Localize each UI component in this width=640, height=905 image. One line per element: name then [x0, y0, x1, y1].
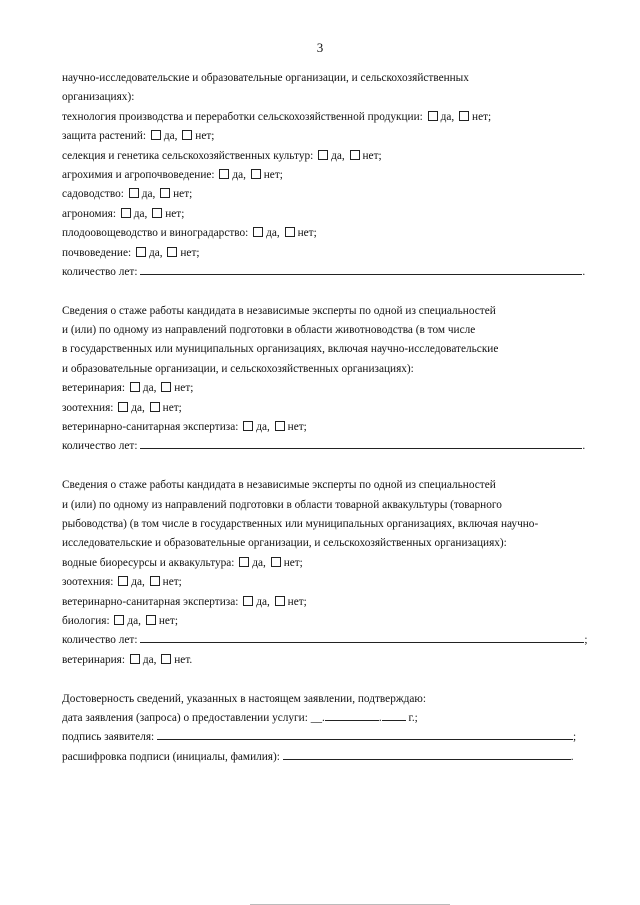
yes-checkbox[interactable] [428, 111, 438, 121]
line-end: . [570, 750, 574, 763]
date-month-line[interactable] [325, 710, 379, 721]
yes-label: да, [133, 207, 148, 220]
item-label: зоотехния: [62, 401, 114, 414]
yes-checkbox[interactable] [253, 227, 263, 237]
plant-item-tech [62, 108, 612, 127]
no-checkbox[interactable] [271, 557, 281, 567]
aqua-item-bioresources [62, 554, 612, 573]
no-label: нет; [174, 382, 194, 395]
animal-item-vetsan [62, 418, 612, 437]
item-label: садоводство: [62, 188, 124, 201]
no-label: нет; [158, 614, 178, 627]
application-date-row [62, 709, 612, 728]
yes-label: да, [256, 421, 270, 434]
item-label: селекция и генетика сельскохозяйственных культур: [62, 149, 314, 162]
line-end: ; [584, 634, 588, 647]
yes-checkbox[interactable] [136, 247, 146, 257]
yes-checkbox[interactable] [129, 188, 139, 198]
plant-item-agronomy [62, 205, 612, 224]
no-label: нет; [162, 401, 182, 414]
item-label: защита растений: [62, 130, 147, 143]
years-input-line[interactable] [140, 632, 584, 643]
yes-checkbox[interactable] [243, 596, 253, 606]
no-checkbox[interactable] [275, 596, 285, 606]
animal-item-vet [62, 379, 612, 398]
item-label: зоотехния: [62, 576, 114, 589]
aqua-intro-line-2: и (или) по одному из направлений подготовки в области товарной аквакультуры (товарного [62, 498, 502, 511]
no-label: нет; [287, 421, 307, 434]
aqua-years-row [62, 631, 612, 650]
no-checkbox[interactable] [459, 111, 469, 121]
animal-intro-line-1: Сведения о стаже работы кандидата в независимые эксперты по одной из специальностей [62, 304, 496, 317]
plant-item-protection [62, 127, 612, 146]
yes-label: да, [148, 246, 163, 259]
no-label: нет. [174, 653, 193, 666]
years-label: количество лет: [62, 634, 138, 647]
signature-decode-row [62, 748, 612, 767]
item-label: водные биоресурсы и аквакультура: [62, 556, 235, 569]
line-end: . [582, 265, 586, 278]
yes-label: да, [232, 168, 246, 181]
animal-intro-line-4: и образовательные организации, и сельскохозяйственных организациях): [62, 362, 414, 375]
yes-label: да, [142, 382, 157, 395]
yes-label: да, [141, 188, 156, 201]
no-checkbox[interactable] [161, 654, 171, 664]
plant-intro-line-2: организациях): [62, 91, 135, 104]
yes-checkbox[interactable] [130, 382, 140, 392]
signature-row [62, 728, 612, 747]
no-label: нет; [297, 227, 317, 240]
yes-checkbox[interactable] [239, 557, 249, 567]
no-checkbox[interactable] [152, 208, 162, 218]
no-label: нет; [173, 188, 193, 201]
no-checkbox[interactable] [350, 150, 360, 160]
date-year-line[interactable] [382, 710, 406, 721]
page-number: 3 [316, 40, 324, 55]
yes-label: да, [142, 653, 157, 666]
no-checkbox[interactable] [160, 188, 170, 198]
no-label: нет; [195, 130, 215, 143]
aqua-intro-line-3: рыбоводства) (в том числе в государственных или муниципальных организациях, включая научно- [62, 517, 539, 530]
aqua-intro-line-4: исследовательские и образовательные организации, и сельскохозяйственных организациях): [62, 537, 507, 550]
yes-checkbox[interactable] [151, 130, 161, 140]
no-label: нет; [283, 556, 303, 569]
item-label: плодоовощеводство и виноградарство: [62, 227, 249, 240]
yes-label: да, [252, 556, 266, 569]
item-label: агрономия: [62, 207, 116, 220]
yes-label: да, [131, 401, 145, 414]
no-checkbox[interactable] [146, 615, 156, 625]
animal-intro-line-3: в государственных или муниципальных организациях, включая научно-исследовательские [62, 343, 499, 356]
date-label: дата заявления (запроса) о предоставлении услуги: [62, 711, 308, 724]
plant-intro-line-1: научно-исследовательские и образовательные организации, и сельскохозяйственных [62, 72, 469, 84]
decode-line[interactable] [283, 749, 571, 760]
confirmation-statement: Достоверность сведений, указанных в настоящем заявлении, подтверждаю: [62, 692, 426, 705]
no-label: нет; [162, 576, 182, 589]
no-checkbox[interactable] [182, 130, 192, 140]
item-label: ветеринария: [62, 653, 126, 666]
no-checkbox[interactable] [150, 576, 160, 586]
line-end: ; [573, 731, 577, 744]
yes-label: да, [256, 595, 270, 608]
plant-item-agrochem [62, 166, 612, 185]
yes-label: да, [266, 227, 280, 240]
plant-item-fruit [62, 224, 612, 243]
years-input-line[interactable] [140, 264, 582, 275]
item-label: ветеринария: [62, 382, 126, 395]
no-checkbox[interactable] [161, 382, 171, 392]
yes-checkbox[interactable] [118, 402, 128, 412]
item-label: ветеринарно-санитарная экспертиза: [62, 421, 239, 434]
aqua-item-biology [62, 612, 612, 631]
yes-label: да, [440, 110, 455, 123]
item-label: почвоведение: [62, 246, 132, 259]
yes-checkbox[interactable] [114, 615, 124, 625]
item-label: технология производства и переработки сельскохозяйственной продукции: [62, 110, 423, 123]
date-day-blank[interactable]: __. [310, 711, 325, 724]
yes-checkbox[interactable] [318, 150, 328, 160]
no-label: нет; [287, 595, 307, 608]
decode-label: расшифровка подписи (инициалы, фамилия): [62, 750, 280, 763]
aqua-item-vet [62, 651, 612, 670]
yes-checkbox[interactable] [121, 208, 131, 218]
form-content [62, 69, 612, 767]
date-year-suffix: г.; [408, 711, 418, 724]
plant-item-breeding [62, 147, 612, 166]
date-separator: . [378, 711, 382, 724]
aqua-item-zoo [62, 573, 612, 592]
yes-checkbox[interactable] [243, 421, 253, 431]
years-input-line[interactable] [140, 438, 582, 449]
signature-line[interactable] [157, 729, 573, 740]
no-checkbox[interactable] [275, 421, 285, 431]
no-label: нет; [165, 207, 185, 220]
yes-label: да, [331, 149, 345, 162]
yes-label: да, [127, 614, 142, 627]
yes-checkbox[interactable] [118, 576, 128, 586]
signature-label: подпись заявителя: [62, 731, 155, 744]
years-label: количество лет: [62, 440, 138, 453]
no-label: нет; [180, 246, 200, 259]
no-label: нет; [362, 149, 382, 162]
no-checkbox[interactable] [251, 169, 261, 179]
plant-years-row [62, 263, 612, 282]
item-label: ветеринарно-санитарная экспертиза: [62, 595, 239, 608]
no-checkbox[interactable] [285, 227, 295, 237]
line-end: . [582, 440, 586, 453]
animal-intro-line-2: и (или) по одному из направлений подготовки в области животноводства (в том числе [62, 324, 476, 337]
no-label: нет; [263, 168, 283, 181]
no-checkbox[interactable] [150, 402, 160, 412]
aqua-item-vetsan [62, 593, 612, 612]
plant-item-gardening [62, 185, 612, 204]
animal-years-row [62, 437, 612, 456]
yes-checkbox[interactable] [130, 654, 140, 664]
yes-checkbox[interactable] [219, 169, 229, 179]
yes-label: да, [131, 576, 145, 589]
item-label: агрохимия и агропочвоведение: [62, 168, 215, 181]
plant-item-soil [62, 244, 612, 263]
item-label: биология: [62, 614, 110, 627]
no-checkbox[interactable] [167, 247, 177, 257]
no-label: нет; [472, 110, 492, 123]
years-label: количество лет: [62, 265, 138, 278]
animal-item-zoo [62, 399, 612, 418]
aqua-intro-line-1: Сведения о стаже работы кандидата в независимые эксперты по одной из специальностей [62, 479, 496, 492]
yes-label: да, [163, 130, 178, 143]
